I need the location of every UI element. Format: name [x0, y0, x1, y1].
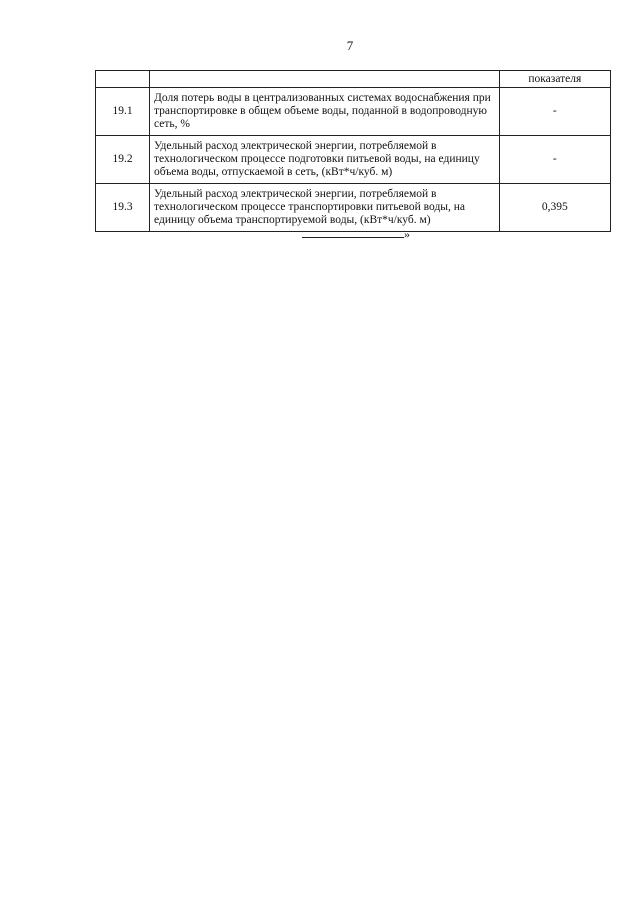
row-number: 19.1: [96, 88, 150, 136]
closing-quote: »: [404, 227, 410, 241]
closing-line: [302, 226, 410, 241]
header-cell-number: [96, 71, 150, 88]
row-indicator-value: 0,395: [499, 184, 610, 232]
header-cell-name: [150, 71, 500, 88]
row-indicator-name: Доля потерь воды в централизованных системах водоснабжения при транспортировке в общем объеме воды, поданной в водопроводную сеть, %: [150, 88, 500, 136]
indicators-table: [95, 70, 611, 232]
row-indicator-value: -: [499, 88, 610, 136]
table-header-row: [96, 71, 611, 88]
page-number: 7: [346, 38, 354, 53]
row-indicator-value: -: [499, 136, 610, 184]
table-row: [96, 88, 611, 136]
header-cell-value: показателя: [499, 71, 610, 88]
table-row: [96, 184, 611, 232]
table-row: [96, 136, 611, 184]
row-number: 19.2: [96, 136, 150, 184]
closing-rule: [302, 226, 404, 238]
row-indicator-name: Удельный расход электрической энергии, потребляемой в технологическом процессе транспортировки питьевой воды, на единицу объема транспортируемой воды, (кВт*ч/куб. м): [150, 184, 500, 232]
row-number: 19.3: [96, 184, 150, 232]
row-indicator-name: Удельный расход электрической энергии, потребляемой в технологическом процессе подготовки питьевой воды, на единицу объема воды, отпускаемой в сеть, (кВт*ч/куб. м): [150, 136, 500, 184]
